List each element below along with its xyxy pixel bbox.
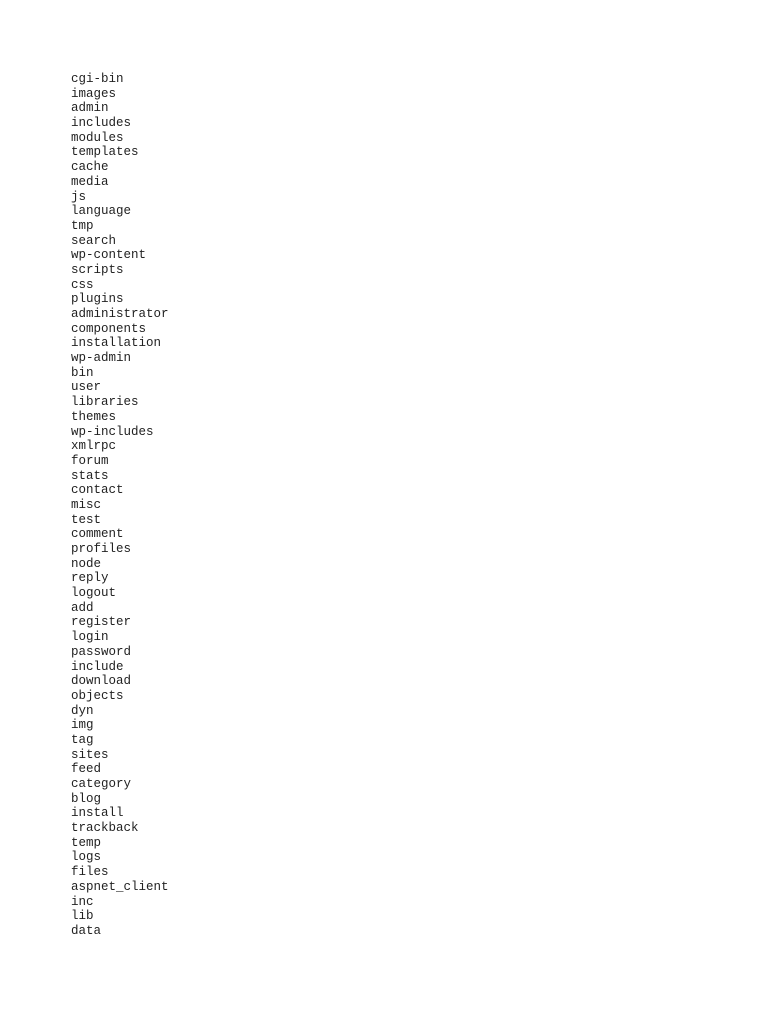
list-item: wp-includes (71, 424, 154, 439)
directory-list (71, 72, 169, 939)
list-item: logout (71, 586, 117, 601)
list-item: stats (71, 468, 109, 483)
list-item: search (71, 233, 117, 248)
list-item: blog (71, 791, 102, 806)
list-item: plugins (71, 292, 124, 307)
list-item: img (71, 718, 94, 733)
list-item: includes (71, 116, 132, 131)
list-item: wp-admin (71, 351, 132, 366)
list-item: libraries (71, 395, 139, 410)
list-item: test (71, 512, 102, 527)
list-item: password (71, 644, 132, 659)
list-item: category (71, 777, 132, 791)
list-item: logs (71, 850, 102, 865)
list-item: xmlrpc (71, 439, 117, 454)
list-item: misc (71, 497, 102, 512)
list-item: files (71, 865, 109, 880)
list-item: aspnet_client (71, 879, 169, 894)
list-item: user (71, 380, 102, 395)
list-item: install (71, 806, 124, 821)
list-item: node (71, 556, 102, 571)
list-item: register (71, 615, 132, 630)
list-item: feed (71, 762, 102, 777)
list-item: dyn (71, 703, 94, 718)
list-item: tmp (71, 218, 94, 233)
list-item: lib (71, 909, 94, 924)
list-item: inc (71, 894, 94, 909)
list-item: installation (71, 336, 162, 351)
list-item: media (71, 174, 109, 189)
list-item: include (71, 659, 124, 674)
list-item: images (71, 86, 117, 101)
list-item: language (71, 204, 132, 219)
list-item: modules (71, 130, 124, 145)
list-item: trackback (71, 821, 139, 836)
list-item: login (71, 630, 109, 645)
list-item: admin (71, 101, 109, 116)
list-item: comment (71, 527, 124, 542)
list-item: tag (71, 732, 94, 747)
list-item: js (71, 189, 87, 204)
list-item: data (71, 923, 102, 938)
list-item: css (71, 277, 94, 292)
list-item: themes (71, 409, 117, 424)
list-item: reply (71, 571, 109, 586)
list-item: components (71, 321, 147, 336)
list-item: bin (71, 365, 94, 380)
list-item: contact (71, 483, 124, 498)
list-item: administrator (71, 307, 169, 321)
list-item: templates (71, 145, 139, 160)
list-item: profiles (71, 542, 132, 556)
list-item: sites (71, 747, 109, 762)
list-item: download (71, 674, 132, 689)
list-item: wp-content (71, 248, 147, 263)
list-item: cache (71, 160, 109, 175)
list-item: temp (71, 835, 102, 850)
list-item: scripts (71, 262, 124, 277)
list-item: forum (71, 453, 109, 468)
list-item: objects (71, 688, 124, 703)
list-item: add (71, 600, 94, 615)
list-item: cgi-bin (71, 72, 124, 86)
